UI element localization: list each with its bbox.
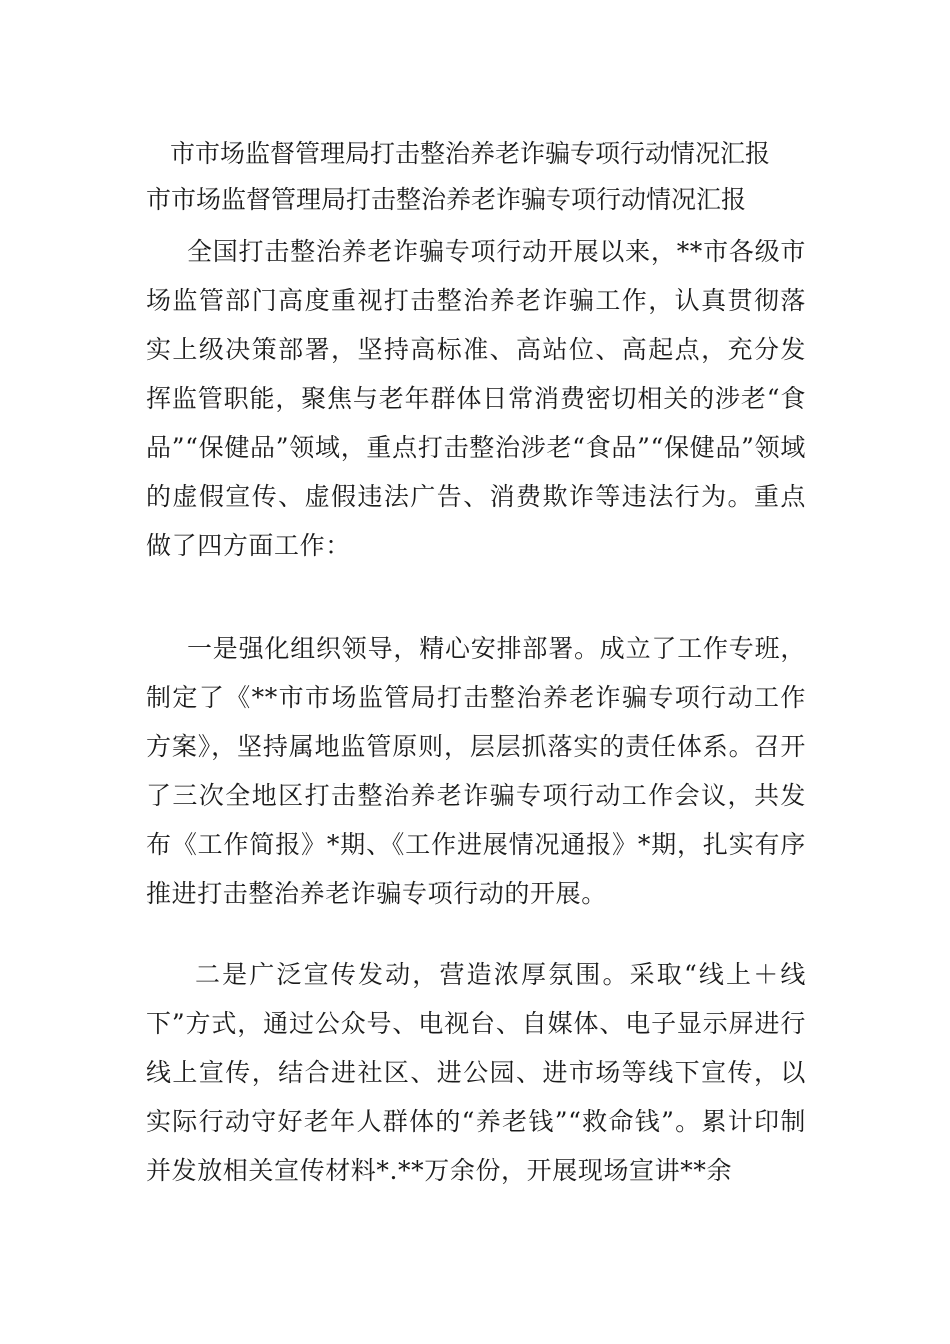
paragraph-intro: 全国打击整治养老诈骗专项行动开展以来，**市各级市场监管部门高度重视打击整治养老诈骗工作，认真贯彻落实上级决策部署，坚持高标准、高站位、高起点，充分发挥监管职能，聚焦与老年群体日常消费密切相关的涉老“食品”“保健品”领域，重点打击整治涉老“食品”“保健品”领域的虚假宣传、虚假违法广告、消费欺诈等违法行为。重点做了四方面工作：	[146, 237, 806, 560]
document-title-repeat: 市市场监督管理局打击整治养老诈骗专项行动情况汇报	[146, 185, 747, 214]
paragraph-publicity: 二是广泛宣传发动，营造浓厚氛围。采取“线上＋线下”方式，通过公众号、电视台、自媒体、电子显示屏进行线上宣传，结合进社区、进公园、进市场等线下宣传，以实际行动守好老年人群体的“养老钱”“救命钱”。累计印制并发放相关宣传材料*.**万余份，开展现场宣讲**余	[146, 960, 806, 1185]
paragraph-organization: 一是强化组织领导，精心安排部署。成立了工作专班，制定了《**市市场监管局打击整治养老诈骗专项行动工作方案》，坚持属地监管原则，层层抓落实的责任体系。召开了三次全地区打击整治养老诈骗专项行动工作会议，共发布《工作简报》*期、《工作进展情况通报》*期，扎实有序推进打击整治养老诈骗专项行动的开展。	[146, 634, 806, 908]
document-title: 市市场监督管理局打击整治养老诈骗专项行动情况汇报	[170, 139, 771, 168]
